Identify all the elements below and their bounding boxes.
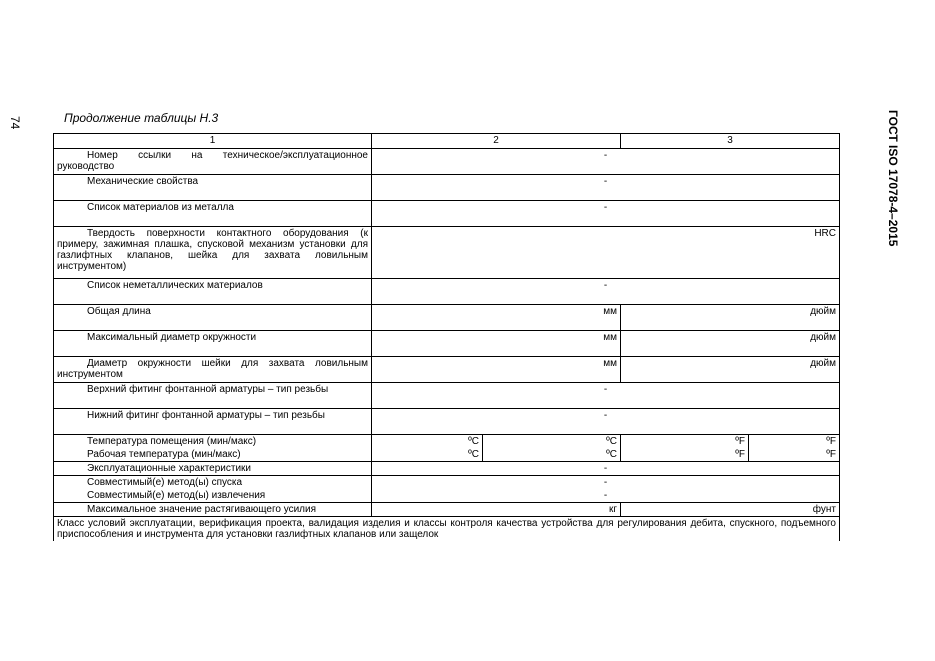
table-row [54,201,840,227]
row-label: Твердость поверхности контактного оборудования (к примеру, зажимная плашка, спусковой механизм установки для газлифтных клапанов, шейка для захвата ловильным инструментом) [57,228,368,272]
row-unit-metric: мм [372,305,621,331]
row-label: Совместимый(е) метод(ы) извлечения [87,490,266,501]
row-unit-imperial: дюйм [621,331,840,357]
row-unit-metric: мм [372,331,621,357]
table-header-row [54,134,840,149]
page-number: 74 [8,116,22,130]
row-unit-metric: мм [372,357,621,383]
table-row [54,462,840,476]
table-row [54,489,840,503]
row-label: Температура помещения (мин/макс) [87,436,257,447]
row-unit: HRC [372,227,840,279]
specs-table [53,133,840,541]
row-value: - [372,201,840,227]
row-value: - [372,476,840,490]
table-row [54,448,840,462]
row-unit-imperial: дюйм [621,357,840,383]
temp-f-max: ºF [749,435,840,449]
table-row [54,383,840,409]
row-unit-imperial: дюйм [621,305,840,331]
row-label: Максимальный диаметр окружности [87,332,257,343]
temp-c-max: ºC [483,448,621,462]
temp-c-min: ºC [372,448,483,462]
row-label: Совместимый(е) метод(ы) спуска [87,477,243,488]
row-value: - [372,175,840,201]
table-row [54,357,840,383]
temp-f-max: ºF [749,448,840,462]
row-value: - [372,409,840,435]
header-col-3: 3 [621,134,840,149]
row-label: Рабочая температура (мин/макс) [87,449,241,460]
temp-f-min: ºF [621,435,749,449]
table-note-row [54,517,840,542]
row-label: Список материалов из металла [87,202,234,213]
table-row [54,476,840,490]
temp-c-min: ºC [372,435,483,449]
temp-c-max: ºC [483,435,621,449]
row-value: - [372,149,840,175]
row-label: Эксплуатационные характеристики [87,463,251,474]
table-note: Класс условий эксплуатации, верификация проекта, валидация изделия и классы контроля качества устройства для регулирования дебита, спускного, подъемного приспособления и инструмента для установки газлифтных клапанов или защелок [57,518,836,540]
temp-f-min: ºF [621,448,749,462]
table-row [54,503,840,517]
table-row [54,305,840,331]
row-value: - [372,462,840,476]
standard-code: ГОСТ ISO 17078-4–2015 [886,110,900,247]
row-label: Общая длина [87,306,151,317]
table-row [54,149,840,175]
table-row [54,435,840,449]
row-label: Верхний фитинг фонтанной арматуры – тип резьбы [87,384,329,395]
table-row [54,227,840,279]
header-col-2: 2 [372,134,621,149]
table-caption: Продолжение таблицы Н.3 [64,111,219,125]
row-value: - [372,279,840,305]
row-value: - [372,383,840,409]
row-value: - [372,489,840,503]
row-label: Номер ссылки на техническое/эксплуатационное руководство [57,150,368,172]
row-label: Список неметаллических материалов [87,280,263,291]
row-label: Максимальное значение растягивающего усилия [87,504,317,515]
table-row [54,331,840,357]
row-unit-imperial: фунт [621,503,840,517]
table-row [54,279,840,305]
table-row [54,409,840,435]
row-label: Нижний фитинг фонтанной арматуры – тип резьбы [87,410,325,421]
table-row [54,175,840,201]
row-label: Механические свойства [87,176,199,187]
row-unit-metric: кг [372,503,621,517]
header-col-1: 1 [54,134,372,149]
row-label: Диаметр окружности шейки для захвата ловильным инструментом [57,358,368,380]
